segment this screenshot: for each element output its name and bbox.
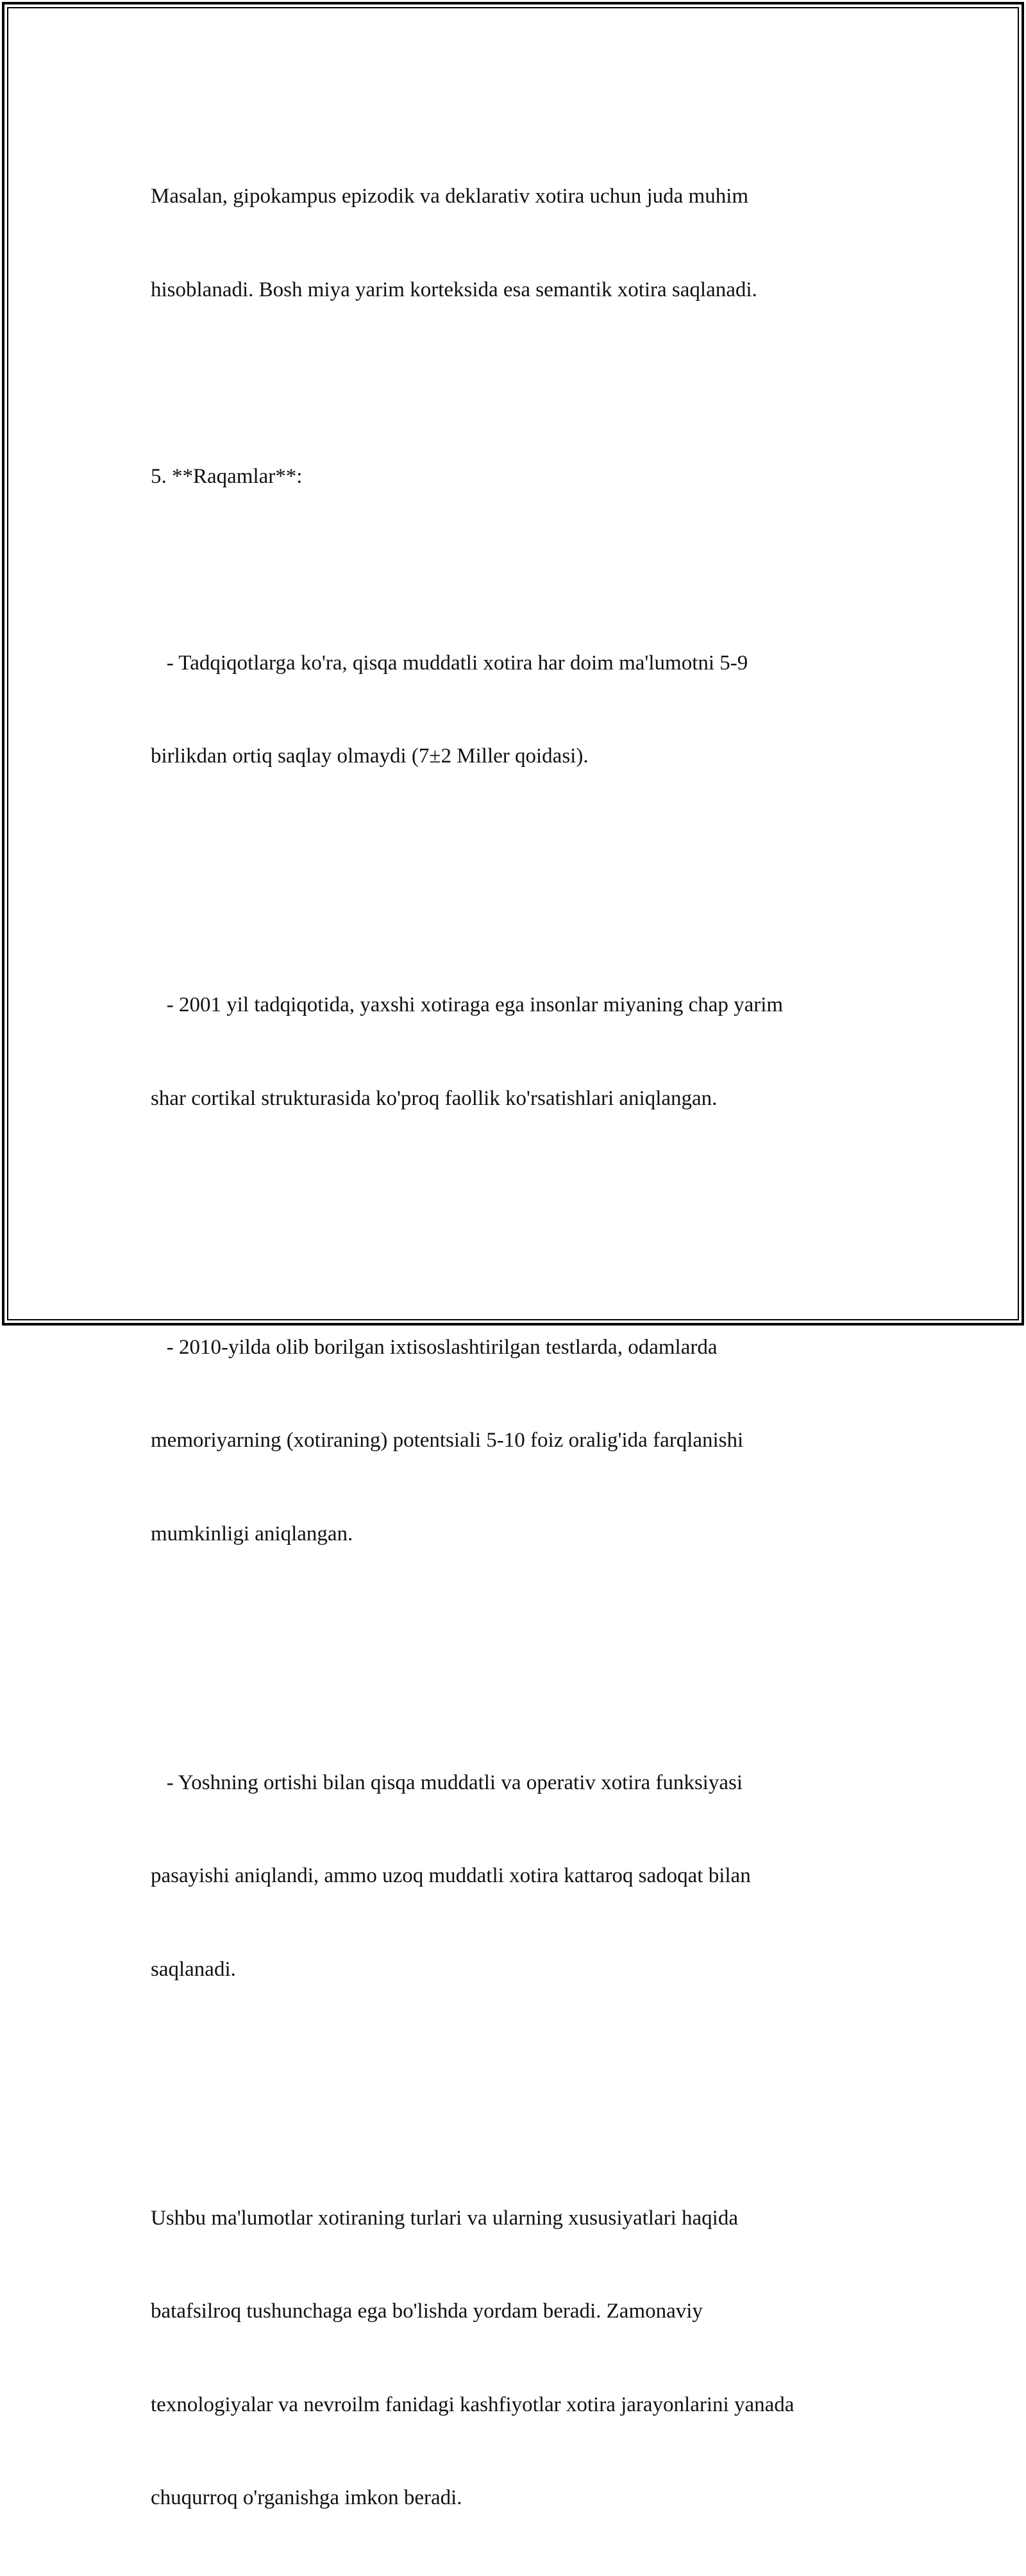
intro-line: Masalan, gipokampus epizodik va deklarativ xotira uchun juda muhim xyxy=(151,185,749,208)
intro-line: hisoblanadi. Bosh miya yarim korteksida esa semantik xotira saqlanadi. xyxy=(151,278,757,301)
list-item-line: memoriyarning (xotiraning) potentsiali 5-10 foiz oralig'ida farqlanishi xyxy=(151,1429,744,1452)
list-item-line: - Yoshning ortishi bilan qisqa muddatli va operativ xotira funksiyasi xyxy=(151,1771,743,1794)
section-heading: 5. **Raqamlar**: xyxy=(151,464,303,488)
intro-paragraph xyxy=(151,119,875,367)
list-item xyxy=(151,585,875,834)
list-item xyxy=(151,1705,875,2048)
list-item xyxy=(151,1270,875,1612)
conclusion-line: chuqurroq o'rganishga imkon beradi. xyxy=(151,2486,462,2509)
paragraph-gap xyxy=(151,2109,875,2141)
conclusion-line: Ushbu ma'lumotlar xotiraning turlari va ularning xususiyatlari haqida xyxy=(151,2206,738,2230)
list-item-line: - 2010-yilda olib borilgan ixtisoslashtirilgan testlarda, odamlarda xyxy=(151,1335,718,1359)
list-item-line: - Tadqiqotlarga ko'ra, qisqa muddatli xotira har doim ma'lumotni 5-9 xyxy=(151,651,748,675)
list-item-line: saqlanadi. xyxy=(151,1957,236,1981)
conclusion-paragraph xyxy=(151,2141,875,2576)
conclusion-line: batafsilroq tushunchaga ega bo'lishda yordam beradi. Zamonaviy xyxy=(151,2300,703,2323)
document-body xyxy=(151,119,875,2576)
list-item-line: birlikdan ortiq saqlay olmaydi (7±2 Miller qoidasi). xyxy=(151,745,589,768)
list-item xyxy=(151,927,875,1176)
numbers-section xyxy=(151,399,875,2110)
paragraph-gap xyxy=(151,367,875,399)
list-item-line: - 2001 yil tadqiqotida, yaxshi xotiraga ega insonlar miyaning chap yarim xyxy=(151,993,784,1016)
list-item-line: pasayishi aniqlandi, ammo uzoq muddatli xotira kattaroq sadoqat bilan xyxy=(151,1864,751,1887)
list-item-line: mumkinligi aniqlangan. xyxy=(151,1522,353,1545)
conclusion-line: texnologiyalar va nevroilm fanidagi kashfiyotlar xotira jarayonlarini yanada xyxy=(151,2393,795,2416)
list-item-line: shar cortikal strukturasida ko'proq faollik ko'rsatishlari aniqlangan. xyxy=(151,1086,718,1110)
